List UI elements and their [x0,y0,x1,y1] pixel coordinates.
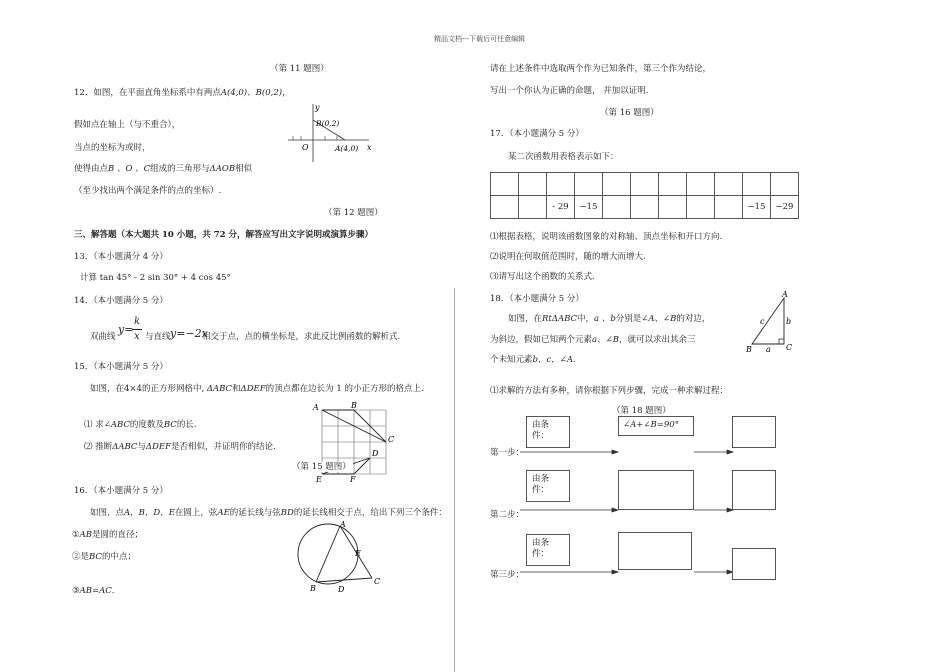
figure-18 [742,286,798,356]
figure-18-caption: （第 18 题图） [612,406,671,416]
figure-16 [292,518,388,596]
label-b-vertex: B [746,345,752,354]
condition-2: ②是BC的中点； [72,552,136,562]
label-c: C [388,435,395,444]
label-y: y [315,103,320,112]
flow-step2-result-box [732,470,776,510]
table-cell [715,196,743,219]
table-cell [519,173,547,196]
label-side-c: c [760,317,765,326]
question-13-body: 计算 tan 45° - 2 sin 30° + 4 cos 45° [80,273,231,283]
table-cell [631,196,659,219]
table-cell [603,173,631,196]
table-row [491,173,799,196]
question-12-line2: 假如点在轴上（与不重合）， [74,120,181,130]
table-cell: −15 [743,196,771,219]
table-cell [659,196,687,219]
question-12-line4: 使得由点B 、O 、C组成的三角形与ΔAOB相似 [74,164,253,174]
label-c: C [374,577,381,586]
question-17-part1: ⑴根据表格，说明该函数图象的对称轴、顶点坐标和开口方向. [490,232,723,242]
question-14-title: 14．（本小题满分 5 分） [74,296,168,306]
label-d: D [338,585,345,594]
step-3-label: 第三步： [490,570,525,580]
label-b: B [351,401,357,410]
figure-11-caption: （第 11 题图） [270,64,329,74]
table-cell [715,173,743,196]
label-b: B [310,584,316,593]
table-row [491,196,799,219]
question-15-part2: ⑵ 推断ΔABC与ΔDEF是否相似，并证明你的结论. [84,442,276,452]
condition-3: ③AB=AC. [72,586,115,596]
question-17-body: 某二次函数用表格表示如下： [508,152,619,162]
label-a: A [313,403,319,412]
table-cell [687,173,715,196]
question-15-title: 15．（本小题满分 5 分） [74,362,168,372]
right-triangle [752,298,784,344]
function-table [490,172,799,219]
question-15-part1: ⑴ 求∠ABC的度数及BC的长. [84,420,197,430]
table-cell [547,173,575,196]
step-1-label: 第一步： [490,448,525,458]
question-18-line3: 个未知元素b，c，∠A. [490,355,576,365]
question-16-cont-line2: 写出一个你认为正确的命题， 并加以证明. [490,86,649,96]
label-side-a: a [766,345,771,354]
question-18-line2: 为斜边，假如已知两个元素a、∠B，就可以求出其余三 [490,335,696,345]
label-e: E [355,549,361,558]
table-cell [743,173,771,196]
table-cell [519,196,547,219]
flow-step3-process-box [618,532,692,570]
figure-12-caption: （第 12 题图） [324,208,383,218]
label-b: B(0,2) [316,119,340,128]
chord-ab [316,526,340,582]
table-cell [659,173,687,196]
flow-step1-condition-box [526,416,570,448]
label-a-vertex: A [782,290,788,299]
condition-1: ①AB是圆的直径； [72,530,144,540]
label-x: x [367,143,372,152]
table-cell: −29 [771,196,799,219]
table-cell [575,173,603,196]
question-12-line1: 12．如图，在平面直角坐标系中有两点A(4,0)、B(0,2)， [74,88,291,98]
condition-label: 由条件： [532,538,550,560]
column-divider [454,288,455,672]
flow-step1-formula-box [618,416,694,436]
page-header: 精品文档---下载后可任意编辑 [434,35,526,43]
formula-label: ∠A+∠B=90° [623,420,679,430]
question-18-line1: 如图，在RtΔABC中，a 、b分别是∠A、∠B的对边， [508,314,711,324]
question-15-body: 如图，在4×4的正方形网格中, ΔABC和ΔDEF的顶点都在边长为 1 的小正方形的格点上. [90,384,424,394]
question-13-title: 13．（本小题满分 4 分） [74,252,168,262]
label-e: E [316,475,322,484]
table-cell [631,173,659,196]
condition-label: 由条件： [532,420,550,442]
question-17-title: 17．（本小题满分 5 分） [490,129,584,139]
flow-step3-condition-box [526,534,570,566]
section-3-heading: 三、解答题（本大题共 10 小题，共 72 分，解答应写出文字说明或演算步骤） [74,230,373,240]
question-17-part2: ⑵说明在何取值范围时，随的增大而增大. [490,252,646,262]
label-a: A [340,520,346,529]
question-17-part3: ⑶请写出这个函数的关系式. [490,272,595,282]
table-cell [491,196,519,219]
label-o: O [302,143,309,152]
question-18-title: 18．（本小题满分 5 分） [490,294,584,304]
table-cell [771,173,799,196]
condition-label: 由条件： [532,474,550,496]
figure-12 [285,100,375,165]
step-2-label: 第二步： [490,510,525,520]
question-16-cont-line1: 请在上述条件中选取两个作为已知条件，第三个作为结论， [490,64,712,74]
question-18-part1: ⑴求解的方法有多种，请你根据下列步骤，完成一种求解过程： [490,386,729,396]
line-bc [316,578,372,582]
flow-step3-result-box [732,548,776,580]
table-cell: −15 [575,196,603,219]
question-12-line3: 当点的坐标为或时， [74,143,151,153]
figure-16-caption: （第 16 题图） [600,108,659,118]
question-16-title: 16．（本小题满分 5 分） [74,486,168,496]
label-d: D [372,449,379,458]
label-c-vertex: C [786,343,793,352]
question-12-line5: （至少找出两个满足条件的点的坐标）. [74,186,222,196]
table-cell [603,196,631,219]
flow-step2-condition-box [526,470,570,502]
question-16-body: 如图，点A，B，D，E在圆上，弦AE的延长线与弦BD的延长线相交于点，给出下列三个条件： [90,508,447,518]
label-a: A(4,0) [335,144,359,153]
figure-15-caption: （第 15 题图） [292,462,351,472]
flow-step1-result-box [732,416,776,448]
flow-step2-process-box [618,470,694,510]
figure-15 [310,398,400,486]
label-side-b: b [786,317,792,326]
table-cell [491,173,519,196]
table-cell [687,196,715,219]
table-cell: - 29 [547,196,575,219]
label-f: F [350,475,356,484]
